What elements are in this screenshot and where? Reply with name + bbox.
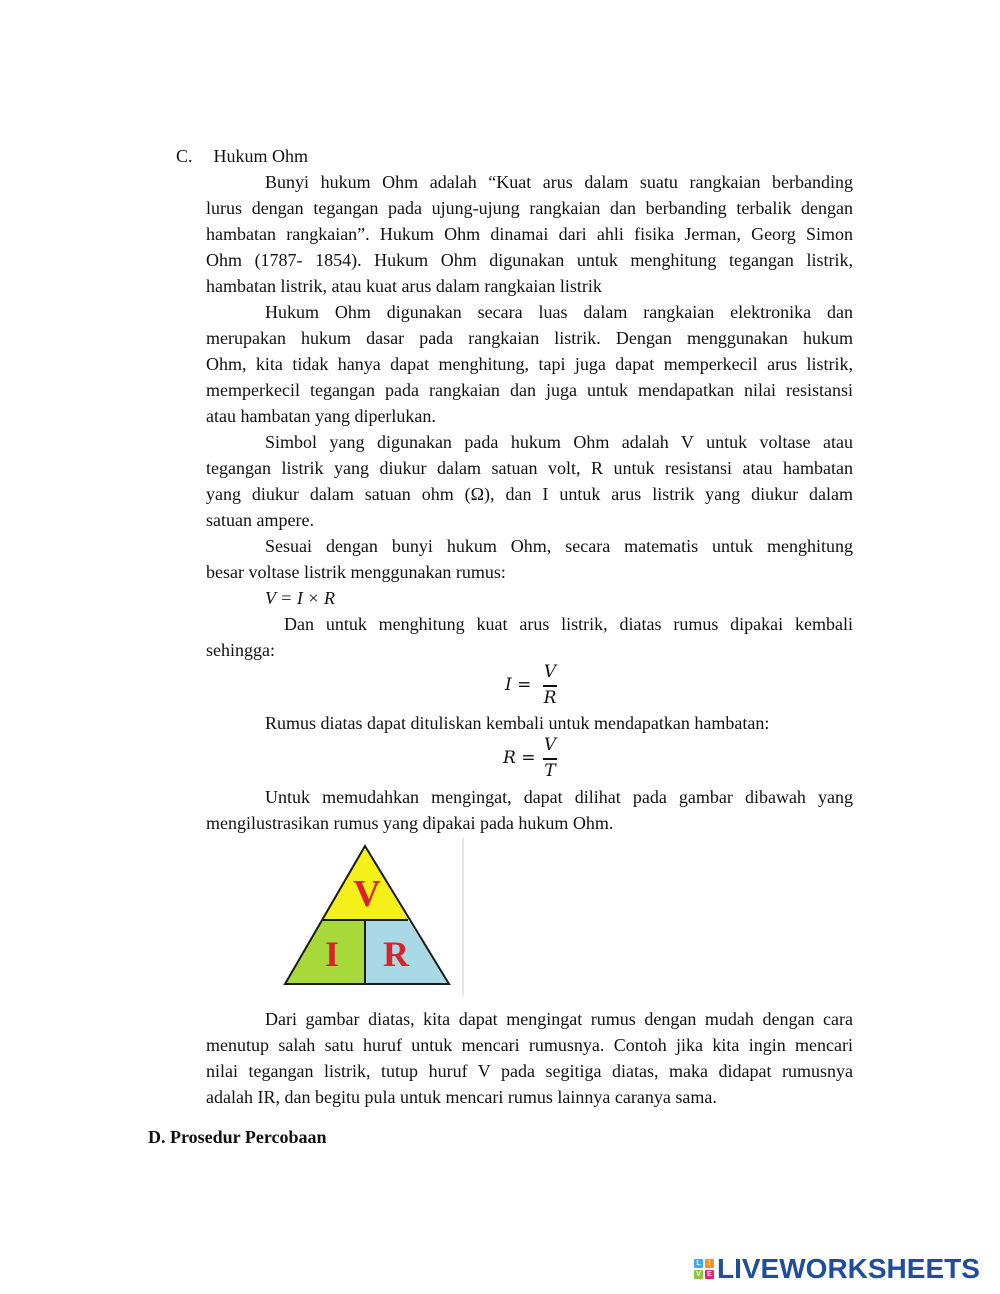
paragraph-line: menutup salah satu huruf untuk mencari rumusnya. Contoh jika kita ingin mencari <box>206 1035 853 1055</box>
paragraph-line: merupakan hukum dasar pada rangkaian listrik. Dengan menggunakan hukum <box>206 328 853 348</box>
paragraph-line: tegangan listrik yang diukur dalam satuan volt, R untuk resistansi atau hambatan <box>206 458 853 478</box>
paragraph-line: Dan untuk menghitung kuat arus listrik, diatas rumus dipakai kembali <box>284 614 853 634</box>
fraction-bar <box>543 685 557 687</box>
formula-resistance-denominator: T <box>544 761 556 781</box>
paragraph-line: satuan ampere. <box>206 510 314 530</box>
ohm-triangle-image <box>279 838 465 998</box>
section-c-heading <box>176 143 308 169</box>
paragraph-line: Ohm (1787- 1854). Hukum Ohm digunakan untuk menghitung tegangan listrik, <box>206 250 853 270</box>
paragraph-line: adalah IR, dan begitu pula untuk mencari rumus lainnya caranya sama. <box>206 1087 717 1107</box>
logo-mark-cell: I <box>705 1259 714 1268</box>
paragraph-line: hambatan rangkaian”. Hukum Ohm dinamai dari ahli fisika Jerman, Georg Simon <box>206 224 853 244</box>
section-c-label: C. <box>176 146 193 166</box>
section-c-title: Hukum Ohm <box>213 146 309 166</box>
paragraph-line: Bunyi hukum Ohm adalah “Kuat arus dalam suatu rangkaian berbanding <box>265 172 853 192</box>
paragraph-line: Sesuai dengan bunyi hukum Ohm, secara matematis untuk menghitung <box>265 536 853 556</box>
paragraph-line: besar voltase listrik menggunakan rumus: <box>206 562 506 582</box>
section-d-heading: D. Prosedur Percobaan <box>148 1127 327 1147</box>
triangle-letter-v: V <box>353 873 381 915</box>
triangle-letter-r: R <box>383 934 409 974</box>
formula-resistance <box>503 735 563 783</box>
paragraph-line: Rumus diatas dapat dituliskan kembali untuk mendapatkan hambatan: <box>265 713 770 733</box>
paragraph-line: sehingga: <box>206 640 275 660</box>
paragraph-line: hambatan listrik, atau kuat arus dalam rangkaian listrik <box>206 276 602 296</box>
formula-current-lhs: I = <box>505 675 532 695</box>
logo-mark-cell: V <box>694 1270 703 1279</box>
triangle-letter-i: I <box>324 934 340 974</box>
paragraph-line: Untuk memudahkan mengingat, dapat dilihat pada gambar dibawah yang <box>265 787 853 807</box>
paragraph-line: lurus dengan tegangan pada ujung-ujung rangkaian dan berbanding terbalik dengan <box>206 198 853 218</box>
fraction-bar <box>543 758 557 760</box>
formula-voltage: V = I × R <box>265 588 335 608</box>
formula-current <box>505 662 565 710</box>
paragraph-line: nilai tegangan listrik, tutup huruf V pada segitiga diatas, maka didapat rumusnya <box>206 1061 853 1081</box>
logo-mark-cell: E <box>705 1270 714 1279</box>
paragraph-line: atau hambatan yang diperlukan. <box>206 406 436 426</box>
formula-resistance-numerator: V <box>543 735 557 755</box>
paragraph-line: Dari gambar diatas, kita dapat mengingat rumus dengan mudah dengan cara <box>265 1009 853 1029</box>
liveworksheets-logo[interactable] <box>694 1254 980 1284</box>
formula-current-numerator: V <box>543 662 557 682</box>
paragraph-line: memperkecil tegangan pada rangkaian dan juga untuk mendapatkan nilai resistansi <box>206 380 853 400</box>
liveworksheets-wordmark: LIVEWORKSHEETS <box>717 1253 980 1284</box>
paragraph-line: mengilustrasikan rumus yang dipakai pada hukum Ohm. <box>206 813 614 833</box>
paragraph-line: Ohm, kita tidak hanya dapat menghitung, tapi juga dapat memperkecil arus listrik, <box>206 354 853 374</box>
paragraph-line: Simbol yang digunakan pada hukum Ohm adalah V untuk voltase atau <box>265 432 853 452</box>
paragraph-line: Hukum Ohm digunakan secara luas dalam rangkaian elektronika dan <box>265 302 853 322</box>
formula-current-denominator: R <box>543 688 557 708</box>
paragraph-line: yang diukur dalam satuan ohm (Ω), dan I untuk arus listrik yang diukur dalam <box>206 484 853 504</box>
liveworksheets-logo-mark <box>694 1259 714 1279</box>
logo-mark-cell: L <box>694 1259 703 1268</box>
formula-resistance-lhs: R = <box>503 748 536 768</box>
